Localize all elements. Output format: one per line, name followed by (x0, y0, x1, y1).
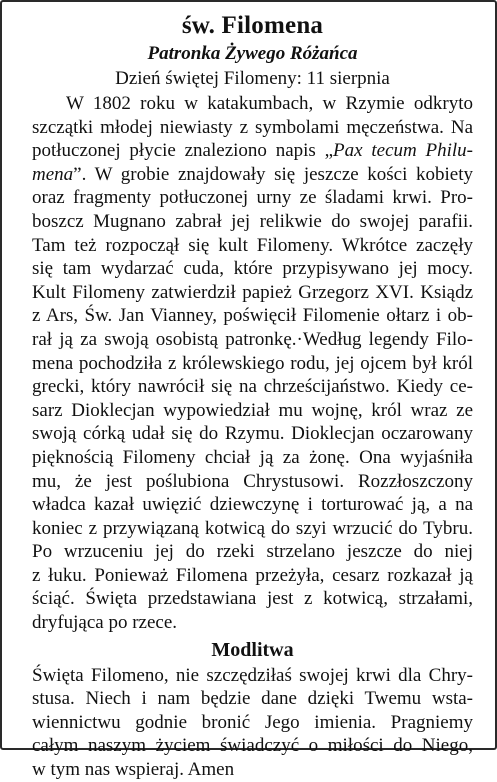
text-line: pięknością Filomeny chciał ją za żonę. Ona wyjaśniła (32, 446, 473, 468)
text-line: ściąć. Święta przedstawiana jest z kotwicą, strzałami, (32, 588, 473, 610)
text-line: się tam wydarzać cuda, które przypisywano jej mocy. (32, 258, 473, 280)
text-line: mena pochodziła z królewskiego rodu, jej ojcem był król (32, 352, 473, 374)
prayer-line: wiennictwu godnie bronić Jego imienia. Pragniemy (32, 711, 473, 733)
text-line: szczątki młodej niewiasty z symbolami męczeństwa. Na (32, 116, 473, 138)
page-title: św. Filomena (181, 12, 324, 39)
text-line: z Ars, Św. Jan Vianney, poświęcił Filomenie ołtarz i ob- (32, 305, 473, 327)
text-line: koniec z przywiązaną kotwicą do szyi wrzucić do Tybru. (32, 517, 473, 539)
text-line: sarz Dioklecjan wypowiedział mu wojnę, król wraz ze (32, 399, 473, 421)
text-line: z łuku. Ponieważ Filomena przeżyła, cesarz rozkazał ją (32, 564, 473, 586)
latin-inscription: Pax tecum Philu- (333, 140, 473, 162)
text-line (32, 163, 473, 187)
text-line: boszcz Mugnano zabrał jej relikwie do swojej parafii. (32, 210, 473, 232)
text-line (32, 139, 473, 163)
prayer-line: całym naszym życiem świadczyć o miłości do Niego, (32, 735, 473, 757)
prayer-heading: Modlitwa (211, 638, 294, 661)
text-line: swoją córką udał się do Rzymu. Dioklecjan oczarowany (32, 423, 473, 445)
text-line: dryfująca po rzece. (32, 612, 178, 634)
prayer-line: Święta Filomeno, nie szczędziłaś swojej krwi dla Chry- (32, 664, 473, 686)
biography-text (32, 92, 473, 635)
text-line: Kult Filomeny zatwierdził papież Grzegorz XVI. Ksiądz (32, 281, 473, 303)
text-line: Po wrzuceniu jej do rzeki strzelano jeszcze do niej (32, 541, 473, 563)
prayer-line: stusa. Niech i nam będzie dane dzięki Twemu wsta- (32, 688, 473, 710)
text-line-part: potłuczonej płycie znaleziono napis „ (32, 140, 334, 162)
text-line: Tam też rozpoczął się kult Filomeny. Wkrótce zaczęły (32, 234, 473, 256)
prayer-text (32, 664, 473, 782)
latin-inscription: mena (32, 163, 74, 185)
text-line-part: ”. W grobie znajdowały się jeszcze kości kobiety (73, 163, 473, 185)
text-line: grecki, który nawrócił się na chrześcijaństwo. Kiedy ce- (32, 376, 473, 398)
text-line: władca kazał uwięzić dziewczynę i torturować ją, a na (32, 494, 473, 516)
text-line: rał ją za swoją osobistą patronkę.·Według legendy Filo- (32, 328, 473, 350)
text-line: W 1802 roku w katakumbach, w Rzymie odkryto (66, 93, 473, 114)
patronage-subtitle: Patronka Żywego Różańca (147, 43, 358, 64)
text-line: mu, że jest poślubiona Chrystusowi. Rozzłoszczony (32, 470, 473, 492)
text-line: oraz fragmenty potłuczonej urny ze śladami krwi. Pro- (32, 187, 473, 209)
prayer-line: w tym nas wspieraj. Amen (32, 759, 235, 781)
feast-day: Dzień świętej Filomeny: 11 sierpnia (115, 68, 390, 89)
